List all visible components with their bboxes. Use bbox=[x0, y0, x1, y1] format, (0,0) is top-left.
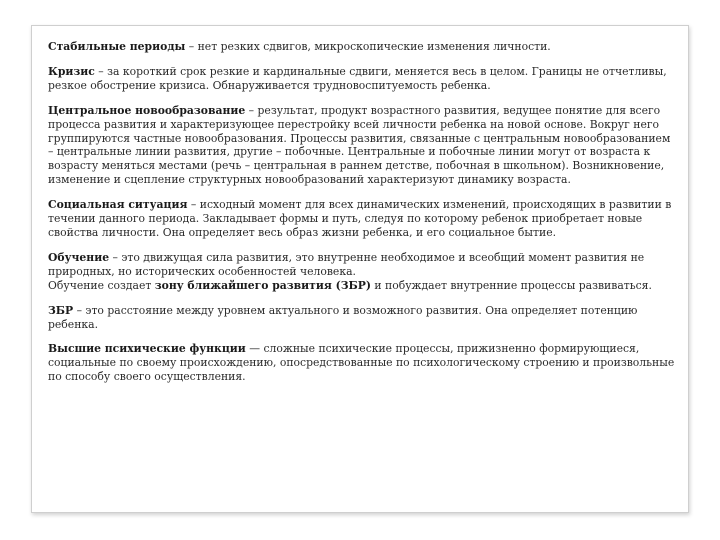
learning-zbr-prefix: Обучение создает bbox=[48, 278, 155, 292]
term-central-neoformation: Центральное новообразование bbox=[48, 103, 246, 117]
definition-higher-mental-functions: — сложные психические процессы, прижизненно формирующиеся, социальные по своему происхождению, опосредствованные по психологическому строению и произвольные по способу своего осуществления. bbox=[48, 342, 675, 384]
paragraph-higher-mental-functions bbox=[48, 342, 676, 384]
term-stable-periods: Стабильные периоды bbox=[48, 40, 186, 53]
term-crisis: Кризис bbox=[48, 64, 95, 78]
definition-stable-periods: – нет резких сдвигов, микроскопические изменения личности. bbox=[185, 40, 551, 53]
paragraph-learning bbox=[48, 251, 676, 293]
paragraph-zbr bbox=[48, 304, 676, 332]
definition-crisis: – за короткий срок резкие и кардинальные сдвиги, меняется весь в целом. Границы не отчетливы, резкое обострение кризиса. Обнаруживается трудновоспитуемость ребенка. bbox=[48, 64, 667, 92]
term-zone-of-proximal-development: зону ближайшего развития (ЗБР) bbox=[154, 278, 371, 292]
term-higher-mental-functions: Высшие психические функции bbox=[48, 342, 246, 356]
learning-zbr-suffix: и побуждает внутренние процессы развиваться. bbox=[370, 278, 652, 292]
definition-zbr: – это расстояние между уровнем актуального и возможного развития. Она определяет потенцию ребенка. bbox=[48, 303, 638, 331]
term-social-situation: Социальная ситуация bbox=[48, 198, 188, 212]
paragraph-central-neoformation bbox=[48, 104, 676, 187]
definition-learning: – это движущая сила развития, это внутренне необходимое и всеобщий момент развития не природных, но исторических особенностей человека. bbox=[48, 250, 645, 278]
definition-central-neoformation: – результат, продукт возрастного развития, ведущее понятие для всего процесса развития и характеризующее перестройку всей личности ребенка на новой основе. Вокруг него группируются частные новообразования. Процессы развития, связанные с центральным новообразованием – центральные линии развития, другие – побочные. Центральные и побочные линии могут от возраста к возрасту меняться местами (речь – центральная в раннем детстве, побочная в школьном). Возникновение, изменение и сцепление структурных новообразований характеризуют динамику возраста. bbox=[48, 103, 671, 187]
paragraph-social-situation bbox=[48, 198, 676, 240]
slide-frame bbox=[31, 25, 689, 513]
definition-social-situation: – исходный момент для всех динамических изменений, происходящих в развитии в течении данного периода. Закладывает формы и путь, следуя по которому ребенок приобретает новые свойства личности. Она определяет весь образ жизни ребенка, и его социальное бытие. bbox=[48, 198, 672, 239]
term-zbr: ЗБР bbox=[48, 303, 74, 317]
paragraph-stable-periods bbox=[48, 40, 676, 54]
paragraph-crisis bbox=[48, 65, 676, 93]
learning-zbr-line bbox=[48, 279, 676, 293]
term-learning: Обучение bbox=[48, 250, 110, 264]
